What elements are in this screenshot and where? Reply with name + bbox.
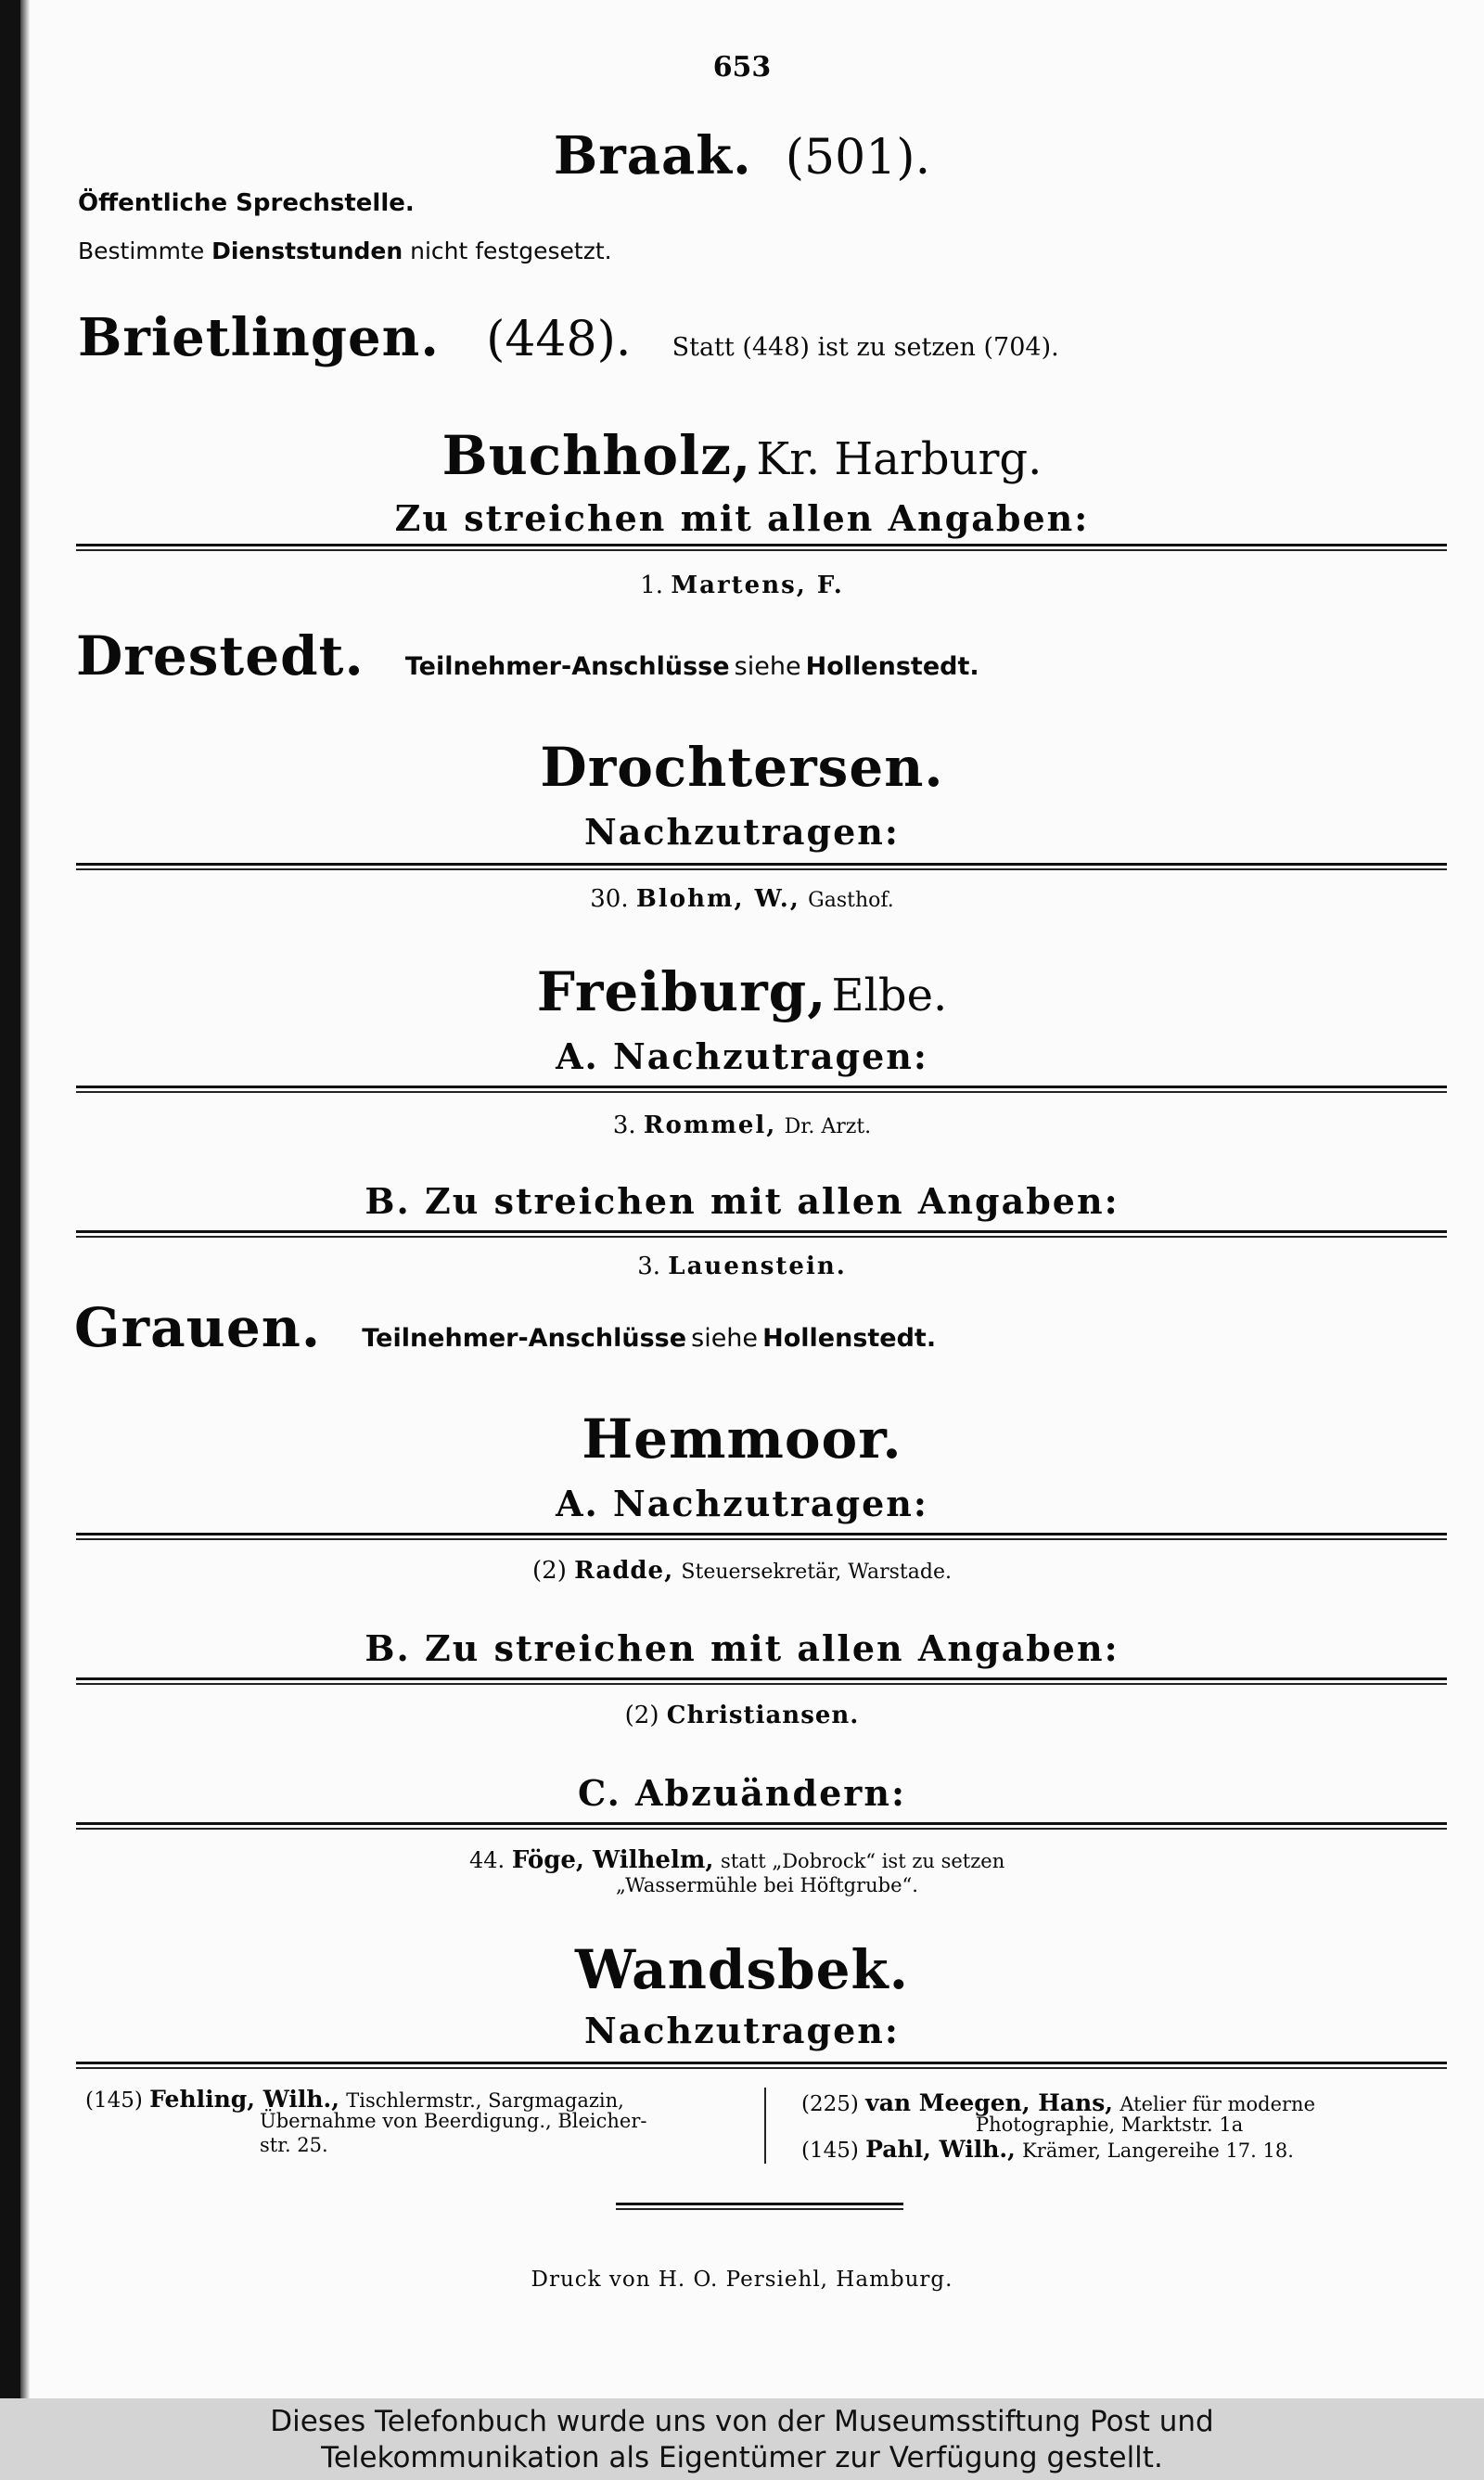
town-suffix: Elbe. [831,970,948,1022]
entry-wandsbek-title: Wandsbek. [575,1938,909,2001]
section-heading: Nachzutragen: [584,811,900,853]
section-heading: A. Nachzutragen: [556,1483,928,1524]
double-rule [76,1822,1447,1830]
double-rule [76,1086,1447,1093]
footer-line-2: Telekommunikation als Eigentümer zur Verfügung gestellt. [321,2441,1163,2474]
town-number: (501). [785,130,931,186]
closing-double-rule [616,2203,903,2210]
footer-line-1: Dieses Telefonbuch wurde uns von der Museumsstiftung Post und [270,2405,1214,2438]
directory-entry: 30. Blohm, W., Gasthof. [590,885,894,913]
entry-drestedt: Drestedt. Teilnehmer-Anschlüsse siehe Hollenstedt. [76,624,979,687]
imprint: Druck von H. O. Persiehl, Hamburg. [531,2268,953,2292]
section-heading: B. Zu streichen mit allen Angaben: [365,1180,1119,1222]
double-rule [76,1230,1447,1238]
wandsbek-left-entry: (145) Fehling, Wilh., Tischlermstr., Sargmagazin, [85,2086,624,2113]
directory-entry: 3. Lauenstein. [637,1253,847,1280]
section-heading: B. Zu streichen mit allen Angaben: [365,1627,1119,1669]
town-name: Braak. [553,125,752,186]
braak-line2: Bestimmte Dienststunden nicht festgesetzt. [78,238,612,264]
section-heading: C. Abzuändern: [578,1772,906,1814]
column-divider [764,2088,766,2164]
double-rule [76,863,1447,870]
entry-continuation: Photographie, Marktstr. 1a [976,2114,1244,2136]
town-number: (448). [486,312,632,367]
double-rule [76,1677,1447,1685]
entry-freiburg-title [0,960,1484,1023]
directory-entry: 1. Martens, F. [640,572,844,599]
town-suffix: Kr. Harburg. [756,433,1043,485]
entry-continuation: „Wassermühle bei Höftgrube“. [616,1874,918,1896]
town-note: Statt (448) ist zu setzen (704). [672,333,1059,362]
double-rule [76,2062,1447,2069]
directory-entry: (2) Christiansen. [624,1702,860,1729]
entry-hemmoor-title: Hemmoor. [582,1407,902,1471]
wandsbek-right-entry-1: (225) van Meegen, Hans, Atelier für moderne [801,2089,1315,2116]
section-heading: Zu streichen mit allen Angaben: [394,497,1090,539]
entry-buchholz-title [0,424,1484,487]
directory-entry: (2) Radde, Steuersekretär, Warstade. [532,1557,952,1585]
page-number: 653 [712,51,772,84]
entry-grauen: Grauen. Teilnehmer-Anschlüsse siehe Hollenstedt. [74,1296,937,1359]
entry-braak-title [0,125,1484,186]
double-rule [76,544,1447,551]
directory-entry: 44. Föge, Wilhelm, statt „Dobrock“ ist zu setzen [469,1846,1005,1874]
section-heading: Nachzutragen: [584,2010,900,2051]
town-name: Drestedt. [76,624,365,687]
entry-continuation: Übernahme von Beerdigung., Bleicher- [260,2110,647,2132]
wandsbek-right-entry-2: (145) Pahl, Wilh., Krämer, Langereihe 17. 18. [801,2136,1294,2163]
directory-entry: 3. Rommel, Dr. Arzt. [612,1112,872,1139]
entry-continuation: str. 25. [260,2134,328,2156]
town-name: Grauen. [74,1296,322,1359]
town-name: Brietlingen. [78,307,440,368]
entry-brietlingen-title [78,307,1059,368]
braak-line1: Öffentliche Sprechstelle. [78,189,415,217]
provenance-footer [0,2398,1484,2480]
town-name: Buchholz, [441,424,752,487]
double-rule [76,1533,1447,1540]
section-heading: A. Nachzutragen: [556,1035,928,1077]
town-name: Freiburg, [536,960,827,1023]
entry-drochtersen-title: Drochtersen. [540,736,944,799]
